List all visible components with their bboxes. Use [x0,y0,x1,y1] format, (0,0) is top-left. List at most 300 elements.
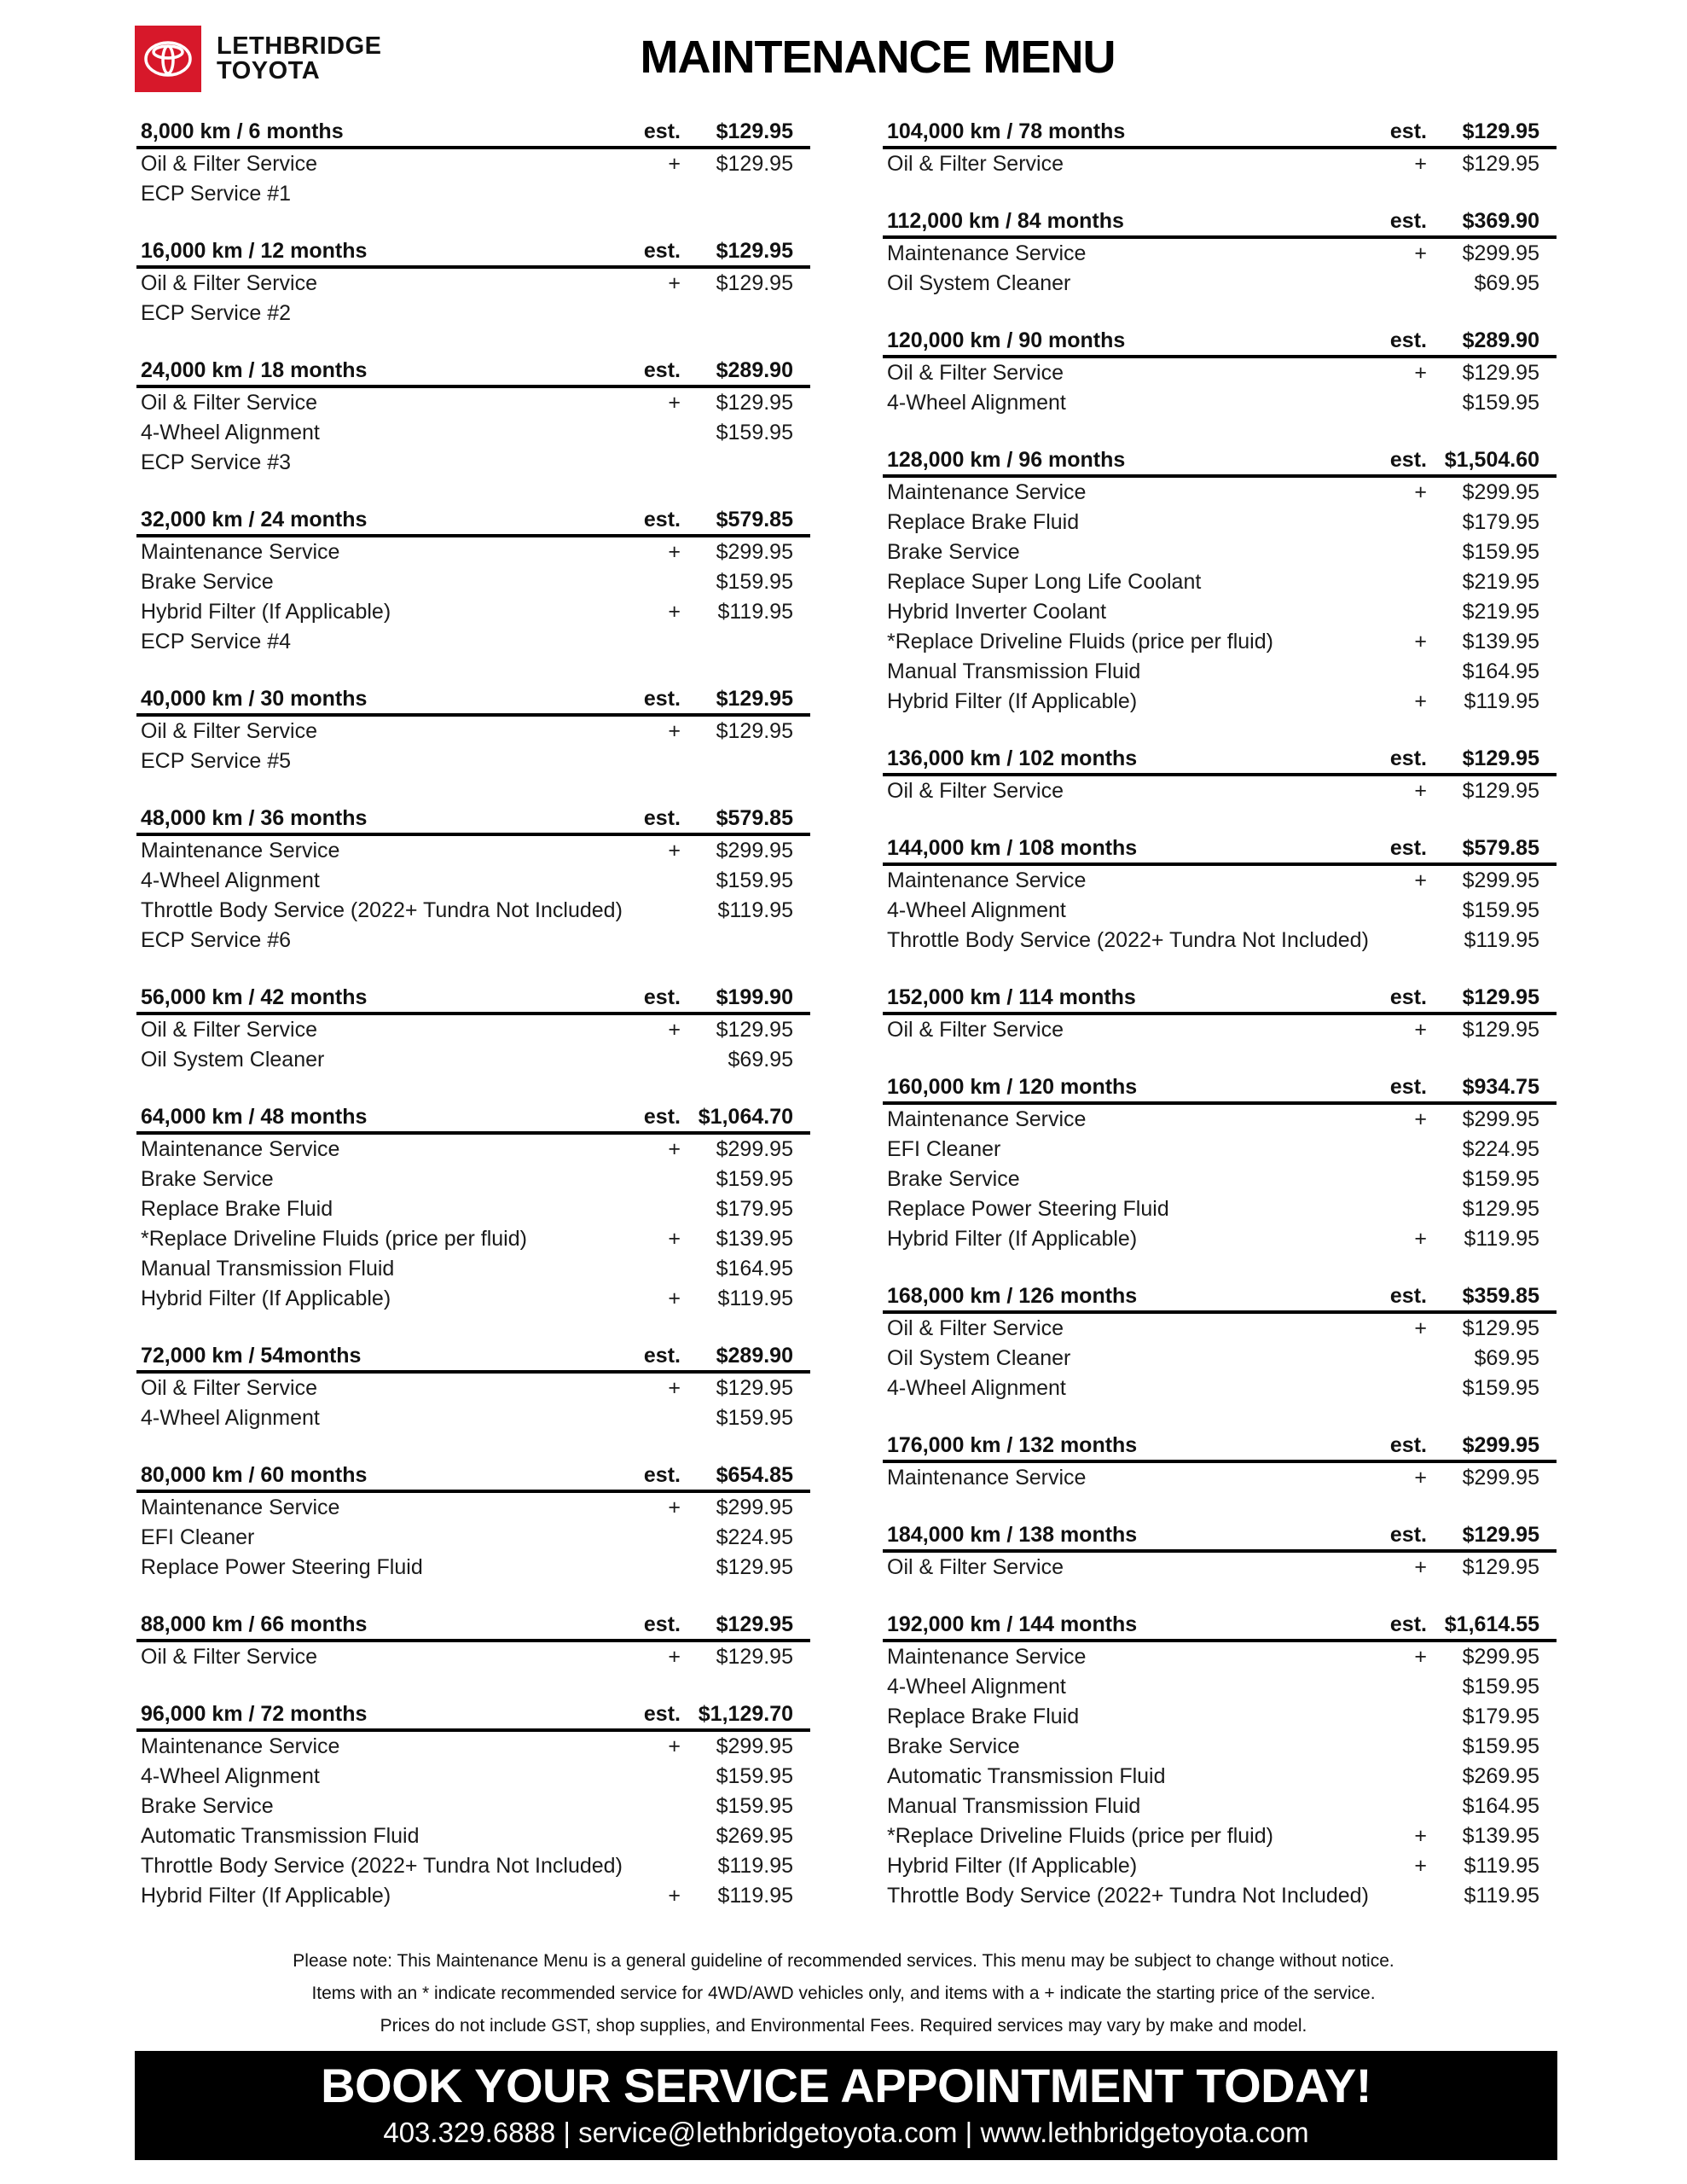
service-price: $299.95 [716,1734,793,1758]
interval-header [136,239,810,269]
interval-label: 48,000 km / 36 months [141,806,368,830]
interval-header [883,836,1557,866]
service-price: $139.95 [1462,630,1539,653]
starting-price-marker: + [668,719,681,743]
interval-total: $1,064.70 [698,1105,793,1129]
service-price: $219.95 [1462,570,1539,594]
contact-line [135,2117,1557,2149]
service-interval [883,1433,1557,1493]
service-item [883,1135,1557,1165]
starting-price-marker: + [1414,1824,1427,1848]
service-name: Manual Transmission Fluid [887,659,1141,683]
service-name: Brake Service [887,1167,1020,1191]
interval-label: 136,000 km / 102 months [887,746,1138,770]
service-name: Brake Service [141,1794,274,1818]
est-label: est. [1389,1075,1427,1099]
service-name: Oil & Filter Service [887,1018,1064,1042]
note-line: Prices do not include GST, shop supplies, and Environmental Fees. Required services may vary by make and model. [380,2016,1307,2036]
service-item [883,1792,1557,1821]
interval-total: $289.90 [716,358,793,382]
right-column [883,119,1557,1941]
est-label: est. [1389,1284,1427,1308]
service-interval [883,985,1557,1045]
service-item [136,269,810,299]
interval-header [136,1612,810,1642]
interval-total: $129.95 [1462,746,1539,770]
service-item [883,1105,1557,1135]
dealer-name-line2: TOYOTA [217,57,321,84]
service-name: Oil System Cleaner [887,271,1071,295]
starting-price-marker: + [1414,1854,1427,1878]
service-name: Oil & Filter Service [141,271,317,295]
service-name: Replace Power Steering Fluid [887,1197,1169,1221]
service-interval [136,1105,810,1314]
interval-header [136,1463,810,1493]
interval-label: 120,000 km / 90 months [887,328,1126,352]
service-name: *Replace Driveline Fluids (price per fluid) [141,1227,527,1251]
est-label: est. [1389,448,1427,472]
service-item [136,1732,810,1762]
interval-label: 96,000 km / 72 months [141,1702,368,1726]
starting-price-marker: + [1414,868,1427,892]
service-price: $129.95 [1462,1197,1539,1221]
interval-label: 144,000 km / 108 months [887,836,1138,860]
service-item [136,866,810,896]
service-name: Oil System Cleaner [887,1346,1071,1370]
service-item [883,657,1557,687]
service-price: $299.95 [1462,868,1539,892]
service-name: *Replace Driveline Fluids (price per fluid) [887,630,1273,653]
service-name: ECP Service #2 [141,301,292,325]
email-link[interactable]: service@lethbridgetoyota.com [578,2117,958,2148]
service-interval [136,508,810,657]
booking-banner [135,2051,1557,2160]
service-price: $269.95 [716,1824,793,1848]
note-line: Please note: This Maintenance Menu is a general guideline of recommended services. This menu may be subject to change without notice. [293,1951,1394,1971]
interval-header [883,1075,1557,1105]
starting-price-marker: + [668,1496,681,1519]
service-price: $129.95 [716,271,793,295]
interval-total: $129.95 [1462,1523,1539,1547]
service-interval [136,985,810,1075]
service-name: ECP Service #1 [141,182,292,206]
interval-label: 104,000 km / 78 months [887,119,1126,143]
service-price: $119.95 [1464,1884,1539,1908]
interval-header [136,985,810,1015]
service-price: $159.95 [716,1167,793,1191]
interval-label: 112,000 km / 84 months [887,209,1124,233]
service-name: Replace Power Steering Fluid [141,1555,423,1579]
service-item [883,926,1557,956]
service-item [136,1792,810,1821]
service-item [136,1165,810,1194]
service-item [136,1015,810,1045]
service-name: Oil & Filter Service [141,152,317,176]
starting-price-marker: + [668,1645,681,1669]
service-interval [136,358,810,478]
service-price: $129.95 [1462,152,1539,176]
service-item [136,1135,810,1165]
service-price: $224.95 [1462,1137,1539,1161]
service-item [136,1851,810,1881]
est-label: est. [1389,836,1427,860]
service-item [136,746,810,776]
service-item [883,1553,1557,1583]
interval-total: $359.85 [1462,1284,1539,1308]
service-price: $299.95 [1462,1466,1539,1490]
interval-header [883,985,1557,1015]
service-price: $129.95 [1462,361,1539,385]
service-price: $159.95 [716,868,793,892]
interval-total: $129.95 [716,1612,793,1636]
est-label: est. [1389,209,1427,233]
starting-price-marker: + [668,1018,681,1042]
service-price: $129.95 [1462,1316,1539,1340]
service-interval [136,687,810,776]
service-price: $159.95 [716,570,793,594]
service-item [136,926,810,956]
service-price: $119.95 [1464,689,1539,713]
left-column [136,119,810,1941]
est-label: est. [1389,328,1427,352]
service-price: $299.95 [716,1137,793,1161]
service-interval [883,1523,1557,1583]
interval-header [136,806,810,836]
service-price: $119.95 [1464,1854,1539,1878]
service-name: Hybrid Filter (If Applicable) [141,1287,391,1310]
website-link[interactable]: www.lethbridgetoyota.com [980,2117,1309,2148]
interval-header [136,508,810,537]
service-interval [883,328,1557,418]
service-name: Throttle Body Service (2022+ Tundra Not Included) [141,898,623,922]
service-interval [136,1463,810,1583]
service-item [883,1642,1557,1672]
service-item [136,1493,810,1523]
service-price: $119.95 [717,600,793,624]
service-name: ECP Service #4 [141,630,292,653]
booking-cta: BOOK YOUR SERVICE APPOINTMENT TODAY! [321,2059,1371,2112]
interval-label: 24,000 km / 18 months [141,358,368,382]
interval-total: $129.95 [716,687,793,711]
service-item [883,1672,1557,1702]
starting-price-marker: + [668,391,681,415]
service-item [136,1403,810,1433]
service-item [883,1015,1557,1045]
starting-price-marker: + [668,1227,681,1251]
service-name: Hybrid Filter (If Applicable) [141,1884,391,1908]
service-name: Maintenance Service [141,1137,340,1161]
service-name: Oil & Filter Service [141,391,317,415]
interval-label: 176,000 km / 132 months [887,1433,1138,1457]
service-name: Maintenance Service [141,1734,340,1758]
starting-price-marker: + [1414,361,1427,385]
service-price: $159.95 [1462,1675,1539,1699]
service-item [883,239,1557,269]
starting-price-marker: + [1414,152,1427,176]
interval-total: $129.95 [716,239,793,263]
service-item [136,1374,810,1403]
service-price: $129.95 [716,1018,793,1042]
service-name: Brake Service [141,1167,274,1191]
starting-price-marker: + [1414,1227,1427,1251]
interval-header [136,1702,810,1732]
service-interval [883,209,1557,299]
est-label: est. [1389,1612,1427,1636]
service-price: $299.95 [1462,480,1539,504]
service-price: $164.95 [1462,1794,1539,1818]
service-item [883,1881,1557,1911]
service-item [136,1881,810,1911]
est-label: est. [643,687,681,711]
est-label: est. [643,1344,681,1368]
service-interval [883,746,1557,806]
service-name: Hybrid Filter (If Applicable) [141,600,391,624]
page-title: MAINTENANCE MENU [640,32,1116,83]
service-name: 4-Wheel Alignment [141,868,320,892]
service-item [883,1374,1557,1403]
service-item [883,567,1557,597]
est-label: est. [1389,119,1427,143]
phone-link[interactable]: 403.329.6888 [383,2117,556,2148]
service-item [136,1194,810,1224]
service-item [136,1762,810,1792]
interval-header [136,1105,810,1135]
interval-label: 160,000 km / 120 months [887,1075,1138,1099]
service-item [136,418,810,448]
service-name: Maintenance Service [141,839,340,863]
service-name: ECP Service #6 [141,928,292,952]
service-item [136,567,810,597]
service-name: Brake Service [141,570,274,594]
service-name: ECP Service #5 [141,749,292,773]
service-price: $129.95 [1462,1018,1539,1042]
service-price: $164.95 [716,1257,793,1281]
service-interval [883,1612,1557,1911]
service-item [883,149,1557,179]
service-price: $179.95 [1462,510,1539,534]
service-interval [883,1284,1557,1403]
service-name: Maintenance Service [887,1645,1087,1669]
service-interval [883,119,1557,179]
interval-total: $579.85 [1462,836,1539,860]
service-name: Automatic Transmission Fluid [887,1764,1166,1788]
service-item [883,627,1557,657]
service-price: $129.95 [716,719,793,743]
service-name: 4-Wheel Alignment [887,898,1066,922]
service-name: 4-Wheel Alignment [141,1406,320,1430]
service-name: Maintenance Service [887,1107,1087,1131]
service-interval [883,836,1557,956]
service-item [883,597,1557,627]
service-name: Maintenance Service [887,241,1087,265]
service-name: Oil & Filter Service [141,1376,317,1400]
service-name: 4-Wheel Alignment [141,1764,320,1788]
service-price: $159.95 [1462,1376,1539,1400]
service-item [883,358,1557,388]
interval-label: 72,000 km / 54months [141,1344,362,1368]
interval-label: 184,000 km / 138 months [887,1523,1138,1547]
service-name: Replace Brake Fluid [141,1197,333,1221]
service-interval [136,239,810,328]
service-price: $139.95 [716,1227,793,1251]
interval-header [883,328,1557,358]
interval-label: 152,000 km / 114 months [887,985,1136,1009]
interval-total: $654.85 [716,1463,793,1487]
service-item [883,1821,1557,1851]
starting-price-marker: + [1414,1466,1427,1490]
interval-header [883,746,1557,776]
service-item [136,1045,810,1075]
interval-total: $299.95 [1462,1433,1539,1457]
service-item [136,448,810,478]
separator: | [957,2117,981,2148]
service-price: $129.95 [716,391,793,415]
service-name: Brake Service [887,540,1020,564]
service-price: $159.95 [1462,391,1539,415]
service-price: $129.95 [1462,1555,1539,1579]
starting-price-marker: + [668,839,681,863]
service-item [883,896,1557,926]
service-item [883,1344,1557,1374]
service-item [883,478,1557,508]
service-price: $299.95 [716,540,793,564]
est-label: est. [643,985,681,1009]
service-price: $129.95 [1462,779,1539,803]
interval-header [883,1523,1557,1553]
service-item [883,537,1557,567]
service-item [136,179,810,209]
interval-label: 56,000 km / 42 months [141,985,368,1009]
interval-label: 80,000 km / 60 months [141,1463,368,1487]
service-price: $69.95 [1474,271,1539,295]
service-price: $299.95 [716,1496,793,1519]
service-item [136,717,810,746]
starting-price-marker: + [668,600,681,624]
note-line: Items with an * indicate recommended service for 4WD/AWD vehicles only, and items with a + indicate the starting price of the service. [311,1984,1376,2003]
service-name: Brake Service [887,1734,1020,1758]
service-price: $299.95 [1462,241,1539,265]
service-price: $129.95 [716,1376,793,1400]
disclaimer-notes [0,1945,1687,2042]
service-item [883,687,1557,717]
service-interval [136,1612,810,1672]
service-price: $299.95 [1462,1645,1539,1669]
service-interval [136,119,810,209]
starting-price-marker: + [668,540,681,564]
service-item [136,597,810,627]
service-name: 4-Wheel Alignment [887,391,1066,415]
starting-price-marker: + [1414,1018,1427,1042]
service-item [136,1821,810,1851]
service-price: $269.95 [1462,1764,1539,1788]
dealer-name-line1: LETHBRIDGE [217,32,382,60]
service-price: $159.95 [1462,1734,1539,1758]
service-price: $299.95 [1462,1107,1539,1131]
interval-label: 8,000 km / 6 months [141,119,344,143]
service-name: Oil & Filter Service [887,1316,1064,1340]
est-label: est. [1389,1523,1427,1547]
service-item [136,149,810,179]
service-item [883,269,1557,299]
service-name: Oil & Filter Service [887,1555,1064,1579]
est-label: est. [1389,985,1427,1009]
starting-price-marker: + [668,1884,681,1908]
service-name: Manual Transmission Fluid [141,1257,395,1281]
service-item [136,1224,810,1254]
service-name: Oil & Filter Service [141,1645,317,1669]
service-price: $159.95 [716,1794,793,1818]
service-name: Replace Brake Fluid [887,510,1080,534]
service-item [883,866,1557,896]
service-item [883,508,1557,537]
service-item [883,1851,1557,1881]
service-item [883,1702,1557,1732]
service-name: EFI Cleaner [887,1137,1001,1161]
interval-label: 16,000 km / 12 months [141,239,368,263]
service-item [136,1523,810,1553]
interval-header [883,1284,1557,1314]
service-interval [883,1075,1557,1254]
service-item [136,1553,810,1583]
interval-header [883,448,1557,478]
service-name: Replace Brake Fluid [887,1705,1080,1728]
service-price: $129.95 [716,1645,793,1669]
interval-label: 64,000 km / 48 months [141,1105,368,1129]
starting-price-marker: + [668,1376,681,1400]
service-name: Oil System Cleaner [141,1048,325,1072]
service-name: Maintenance Service [141,540,340,564]
service-price: $219.95 [1462,600,1539,624]
service-name: Maintenance Service [887,868,1087,892]
starting-price-marker: + [1414,1316,1427,1340]
separator: | [555,2117,579,2148]
service-price: $69.95 [1474,1346,1539,1370]
interval-label: 88,000 km / 66 months [141,1612,368,1636]
service-price: $139.95 [1462,1824,1539,1848]
starting-price-marker: + [668,271,681,295]
interval-total: $199.90 [716,985,793,1009]
service-item [883,1314,1557,1344]
service-name: Hybrid Inverter Coolant [887,600,1107,624]
service-price: $179.95 [1462,1705,1539,1728]
service-item [883,1165,1557,1194]
service-item [136,299,810,328]
service-name: Oil & Filter Service [887,779,1064,803]
starting-price-marker: + [1414,241,1427,265]
service-name: Hybrid Filter (If Applicable) [887,689,1138,713]
starting-price-marker: + [668,1137,681,1161]
service-price: $159.95 [1462,898,1539,922]
interval-total: $579.85 [716,508,793,531]
service-price: $299.95 [716,839,793,863]
starting-price-marker: + [668,1287,681,1310]
est-label: est. [643,1463,681,1487]
service-price: $129.95 [716,1555,793,1579]
starting-price-marker: + [1414,630,1427,653]
est-label: est. [643,119,681,143]
interval-total: $129.95 [1462,985,1539,1009]
service-item [136,1284,810,1314]
interval-header [883,209,1557,239]
interval-total: $1,504.60 [1444,448,1539,472]
service-name: Throttle Body Service (2022+ Tundra Not Included) [887,1884,1369,1908]
service-price: $224.95 [716,1525,793,1549]
service-name: Oil & Filter Service [887,152,1064,176]
service-price: $159.95 [1462,1167,1539,1191]
service-price: $119.95 [1464,1227,1539,1251]
service-name: Hybrid Filter (If Applicable) [887,1854,1138,1878]
service-price: $129.95 [716,152,793,176]
